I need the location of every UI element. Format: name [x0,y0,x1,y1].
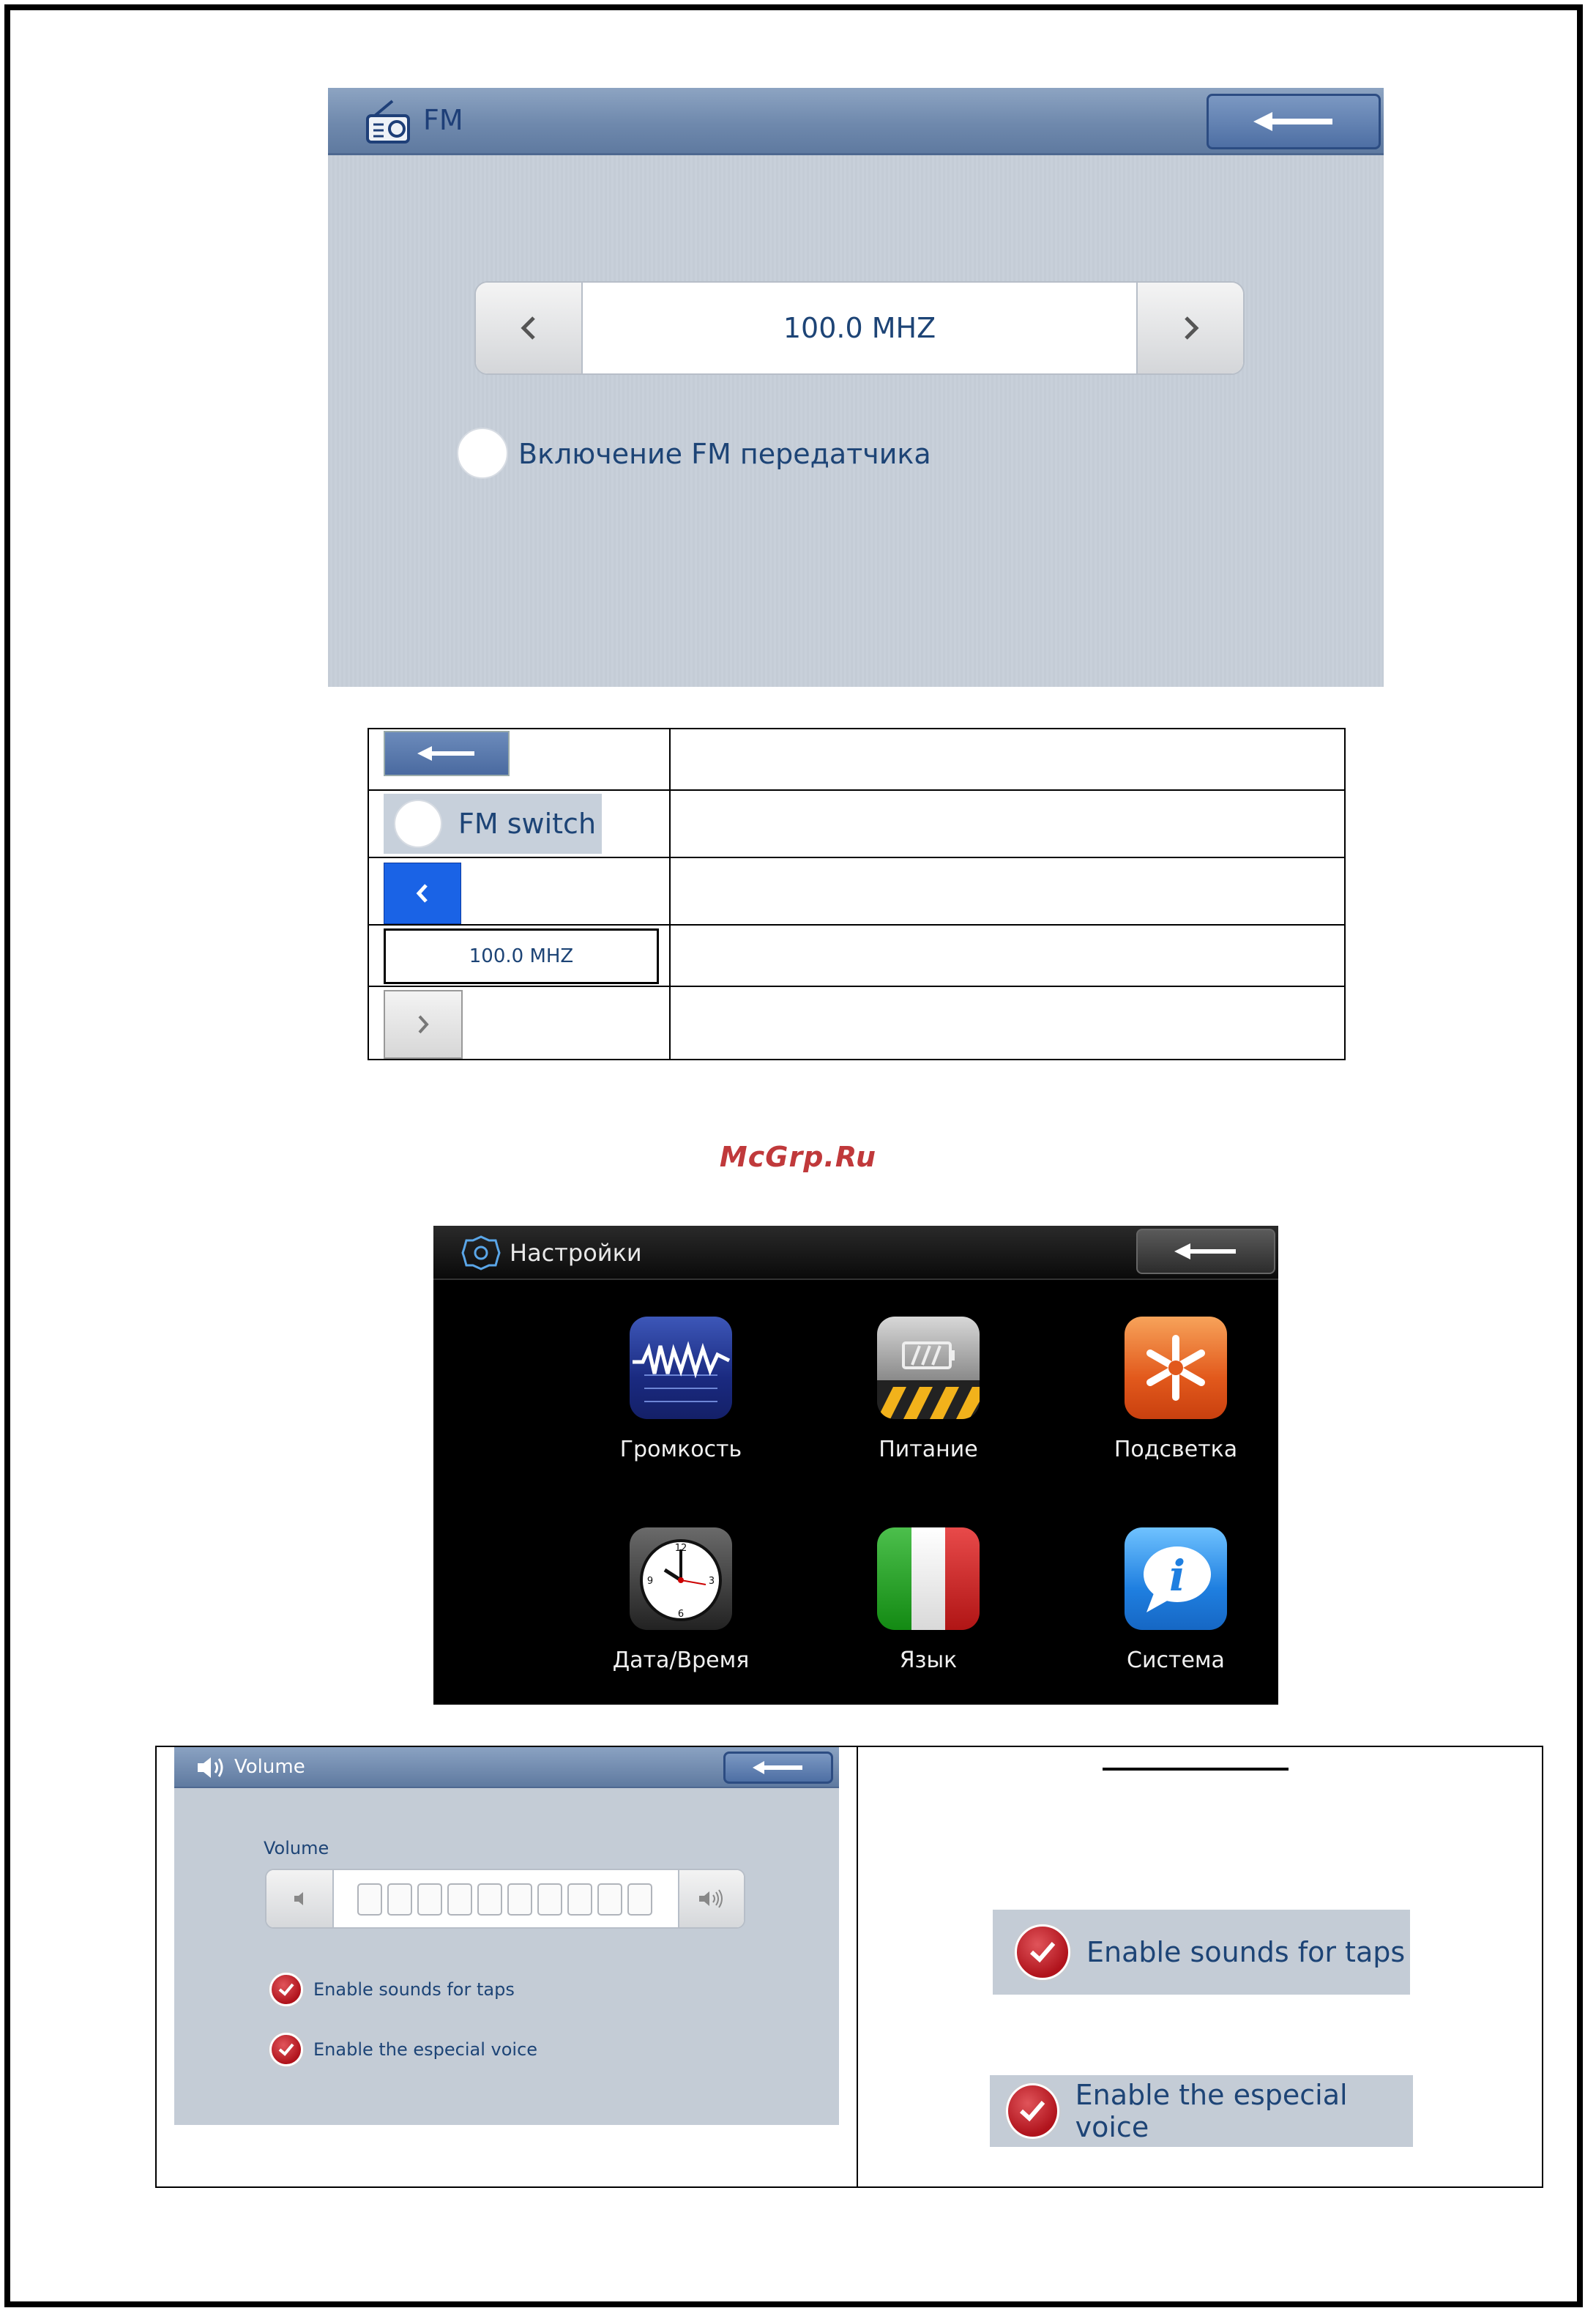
frequency-sample: 100.0 MHZ [384,928,659,984]
settings-item-label: Система [1127,1648,1225,1673]
checkmark-icon [1018,2099,1047,2123]
table-cell [368,729,670,790]
settings-item-label: Язык [899,1648,958,1673]
volume-back-button[interactable] [723,1752,833,1784]
radio-icon [363,97,414,148]
volume-segment [447,1883,472,1916]
frequency-selector [474,281,1245,375]
flag-white-stripe [911,1527,945,1630]
settings-item-label: Питание [879,1437,978,1462]
arrow-left-icon [1253,111,1334,133]
table-row [368,790,1345,857]
table-cell [670,986,1345,1060]
frequency-value: 100.0 MHZ [783,312,936,344]
svg-text:3: 3 [708,1576,715,1587]
waveform-icon [630,1317,732,1419]
volume-segment [537,1883,562,1916]
fm-transmitter-label: Включение FM передатчика [518,438,931,470]
settings-item-volume[interactable] [556,1317,805,1462]
chevron-left-icon [414,882,431,904]
back-button-sample [384,731,510,776]
svg-text:6: 6 [677,1609,685,1620]
settings-title: Настройки [510,1239,642,1267]
volume-header [174,1747,839,1788]
settings-item-label: Дата/Время [612,1648,750,1673]
settings-back-button[interactable] [1136,1229,1275,1274]
settings-header [433,1226,1278,1280]
settings-item-language[interactable] [804,1527,1053,1673]
table-cell [368,925,670,986]
speaker-quiet-icon [290,1890,309,1907]
clock-icon [630,1527,732,1630]
option-label: Enable the especial voice [313,2039,538,2060]
table-row [368,729,1345,790]
enlarged-option-label: Enable sounds for taps [1086,1936,1406,1968]
settings-item-power[interactable] [804,1317,1053,1462]
table-cell [670,925,1345,986]
chevron-left-icon [518,315,540,341]
volume-level-bar [334,1870,678,1927]
table-cell [368,986,670,1060]
settings-item-label: Подсветка [1114,1437,1238,1462]
datetime-tile [630,1527,732,1630]
gear-icon [461,1235,501,1271]
system-tile [1125,1527,1227,1630]
watermark: McGrp.Ru [719,1141,877,1173]
especial-voice-option[interactable] [269,2033,537,2066]
volume-tile [630,1317,732,1419]
table-cell [670,790,1345,857]
backlight-tile [1125,1317,1227,1419]
volume-segment [417,1883,442,1916]
checkmark-icon [1028,1940,1057,1965]
checkbox-checked [1015,1924,1070,1980]
next-frequency-button[interactable] [1136,283,1245,373]
option-label: Enable sounds for taps [313,1979,515,2000]
settings-item-system[interactable] [1051,1527,1300,1673]
fm-back-button[interactable] [1207,94,1381,149]
volume-segment [477,1883,502,1916]
flag-red-stripe [945,1527,980,1630]
checkbox-checked[interactable] [269,2033,303,2066]
prev-button-sample [384,863,461,924]
volume-segment [567,1883,592,1916]
settings-item-label: Громкость [619,1437,742,1462]
sounds-for-taps-option[interactable] [269,1973,515,2006]
volume-screen [174,1747,839,2125]
settings-item-backlight[interactable] [1051,1317,1300,1462]
chevron-right-icon [1180,315,1202,341]
fm-title: FM [423,104,463,136]
volume-segment [387,1883,412,1916]
table-cell [670,857,1345,925]
fm-transmitter-toggle[interactable] [457,428,508,479]
speaker-loud-icon [698,1888,727,1909]
volume-up-button[interactable] [678,1870,745,1927]
fm-legend-table [368,728,1346,1060]
volume-slider[interactable] [265,1869,745,1929]
checkmark-icon [277,1982,295,1997]
checkmark-icon [277,2042,295,2057]
arrow-left-icon [1174,1242,1237,1261]
table-row [368,925,1345,986]
fm-screen [328,88,1384,687]
power-tile [877,1317,980,1419]
toggle-circle [394,800,442,848]
volume-title: Volume [234,1756,305,1778]
enlarged-sounds-option [993,1910,1410,1995]
battery-icon [877,1317,980,1419]
prev-frequency-button[interactable] [476,283,583,373]
volume-segment [597,1883,622,1916]
snowflake-icon [1125,1317,1227,1419]
settings-screen [433,1226,1278,1705]
svg-text:9: 9 [646,1576,654,1587]
fm-header [328,88,1384,155]
volume-segment [507,1883,532,1916]
arrow-left-icon [417,745,476,762]
volume-segment [627,1883,652,1916]
checkbox-checked [1006,2083,1059,2139]
enlarged-voice-option [990,2075,1413,2147]
volume-label: Volume [264,1838,329,1858]
speaker-icon [196,1754,228,1781]
table-row [368,986,1345,1060]
arrow-left-icon [753,1760,804,1775]
table-divider [857,1747,858,2186]
volume-down-button[interactable] [266,1870,334,1927]
volume-segment [357,1883,382,1916]
table-row [368,857,1345,925]
table-cell [368,790,670,857]
volume-table [155,1746,1543,2188]
chevron-right-icon [414,1013,432,1035]
table-cell [670,729,1345,790]
enlarged-option-label: Enable the especial voice [1075,2079,1348,2143]
table-cell [368,857,670,925]
svg-text:12: 12 [674,1543,687,1554]
fm-switch-sample [384,794,602,854]
fm-switch-sample-label: FM switch [458,808,597,840]
language-tile [877,1527,980,1630]
heading-underline [1103,1768,1289,1771]
flag-green-stripe [877,1527,911,1630]
info-icon [1125,1527,1227,1630]
next-button-sample [384,990,463,1059]
settings-item-datetime[interactable] [556,1527,805,1673]
checkbox-checked[interactable] [269,1973,303,2006]
svg-text:i: i [1168,1551,1186,1601]
